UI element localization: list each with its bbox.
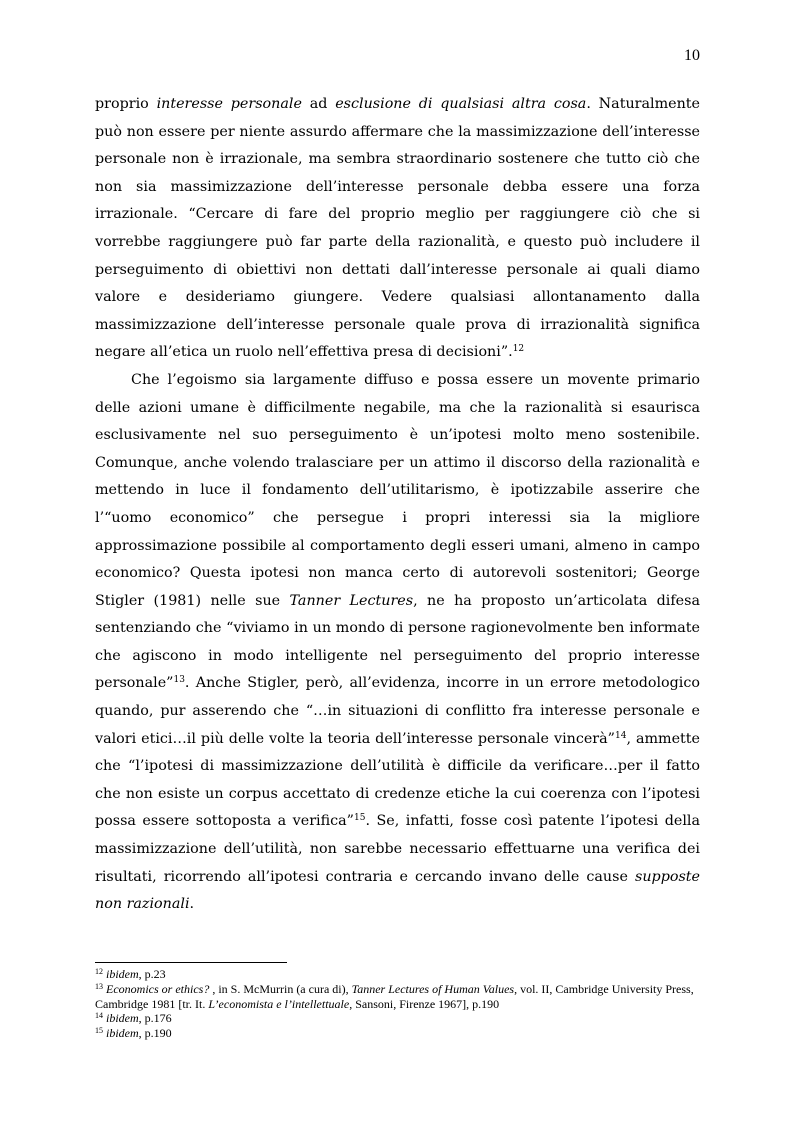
text-run: proprio (95, 96, 157, 112)
italic-text: Tanner Lectures (289, 592, 414, 609)
footnote-number: 15 (95, 1026, 103, 1036)
footnote-ref: 12 (512, 344, 525, 355)
footnote (95, 982, 700, 1012)
italic-text: esclusione di qualsiasi altra cosa (335, 96, 587, 112)
text-run: , p.23 (138, 967, 166, 981)
text-run: . Anche Stigler, però, all’evidenza, incorre in un errore metodologico quando, pur asserendo che “…in situazioni di conflitto fra interesse personale e valori etici…il più delle volte la teoria dell’interesse personale vincerà” (95, 675, 700, 747)
body-text (95, 91, 700, 919)
paragraph (95, 91, 700, 367)
italic-text: supposte non razionali (95, 868, 700, 913)
text-run: ad (301, 96, 336, 112)
footnote-ref: 15 (354, 813, 366, 824)
italic-text: ibidem (106, 1011, 139, 1026)
text-run: , p.190 (138, 1026, 172, 1041)
text-run: , in S. McMurrin (a cura di), (209, 981, 352, 996)
footnotes (95, 967, 700, 1041)
text-run: , vol. II, Cambridge University Press, Cambridge 1981 [tr. It. (95, 981, 694, 1011)
footnote-number: 12 (95, 967, 103, 976)
text-run: , p.176 (138, 1011, 172, 1026)
footnote-divider (95, 962, 287, 963)
italic-text: Tanner Lectures of Human Values (351, 981, 515, 996)
italic-text: Economics or ethics? (106, 981, 210, 996)
italic-text: interesse personale (156, 96, 302, 112)
footnote (95, 1026, 700, 1041)
text-run: Che l’egoismo sia largamente diffuso e possa essere un movente primario delle azioni umane è difficilmente negabile, ma che la razionalità si esaurisca esclusivamente nel suo perseguimento è un’ipotesi molto meno sostenibile. Comunque, anche volendo tralasciare per un attimo il discorso della razionalità e mettendo in luce il fondamento dell’utilitarismo, è ipotizzabile asserire che l’“uomo economico” che persegue i propri interessi sia la migliore approssimazione possibile al comportamento degli esseri umani, almeno in campo economico? Questa ipotesi non manca certo di autorevoli sostenitori; George Stigler (1981) nelle sue (95, 371, 700, 609)
text-run: , ammette che “l’ipotesi di massimizzazione dell’utilità è difficile da verificare…per il fatto che non esiste un corpus accettato di credenze etiche la cui coerenza con l’ipotesi possa essere sottoposta a verifica” (95, 730, 700, 830)
footnote-ref: 13 (173, 675, 185, 686)
footnote-number: 14 (95, 1011, 103, 1021)
footnote (95, 967, 700, 982)
text-run: . Naturalmente può non essere per niente assurdo affermare che la massimizzazione dell’interesse personale non è irrazionale, ma sembra straordinario sostenere che tutto ciò che non sia massimizzazione dell’interesse personale debba essere una forza irrazionale. “Cercare di fare del proprio meglio per raggiungere ciò che si vorrebbe raggiungere può far parte della razionalità, e questo può includere il perseguimento di obiettivi non dettati dall’interesse personale ai quali diamo valore e desideriamo giungere. Vedere qualsiasi allontanamento dalla massimizzazione dell’interesse personale quale prova di irrazionalità significa negare all’etica un ruolo nell’effettiva presa di decisioni”. (95, 96, 701, 361)
paragraph (95, 367, 700, 919)
text-run: , ne ha proposto un’articolata difesa sentenziando che “viviamo in un mondo di persone ragionevolmente ben informate che agiscono in modo intelligente nel perseguimento del proprio interesse personale” (95, 592, 700, 692)
text-run: . (189, 896, 195, 913)
footnote-ref: 14 (614, 730, 627, 741)
italic-text: ibidem (106, 967, 139, 981)
italic-text: ibidem (106, 1026, 139, 1041)
text-run: , Sansoni, Firenze 1967], p.190 (349, 996, 500, 1011)
italic-text: L’economista e l’intellettuale (208, 996, 350, 1011)
text-run: . Se, infatti, fosse così patente l’ipotesi della massimizzazione dell’utilità, non sarebbe necessario effettuarne una verifica dei risultati, ricorrendo all’ipotesi contraria e cercando invano delle cause (95, 813, 701, 885)
footnote (95, 1011, 700, 1026)
page-number: 10 (684, 47, 700, 64)
footnote-number: 13 (95, 981, 103, 991)
